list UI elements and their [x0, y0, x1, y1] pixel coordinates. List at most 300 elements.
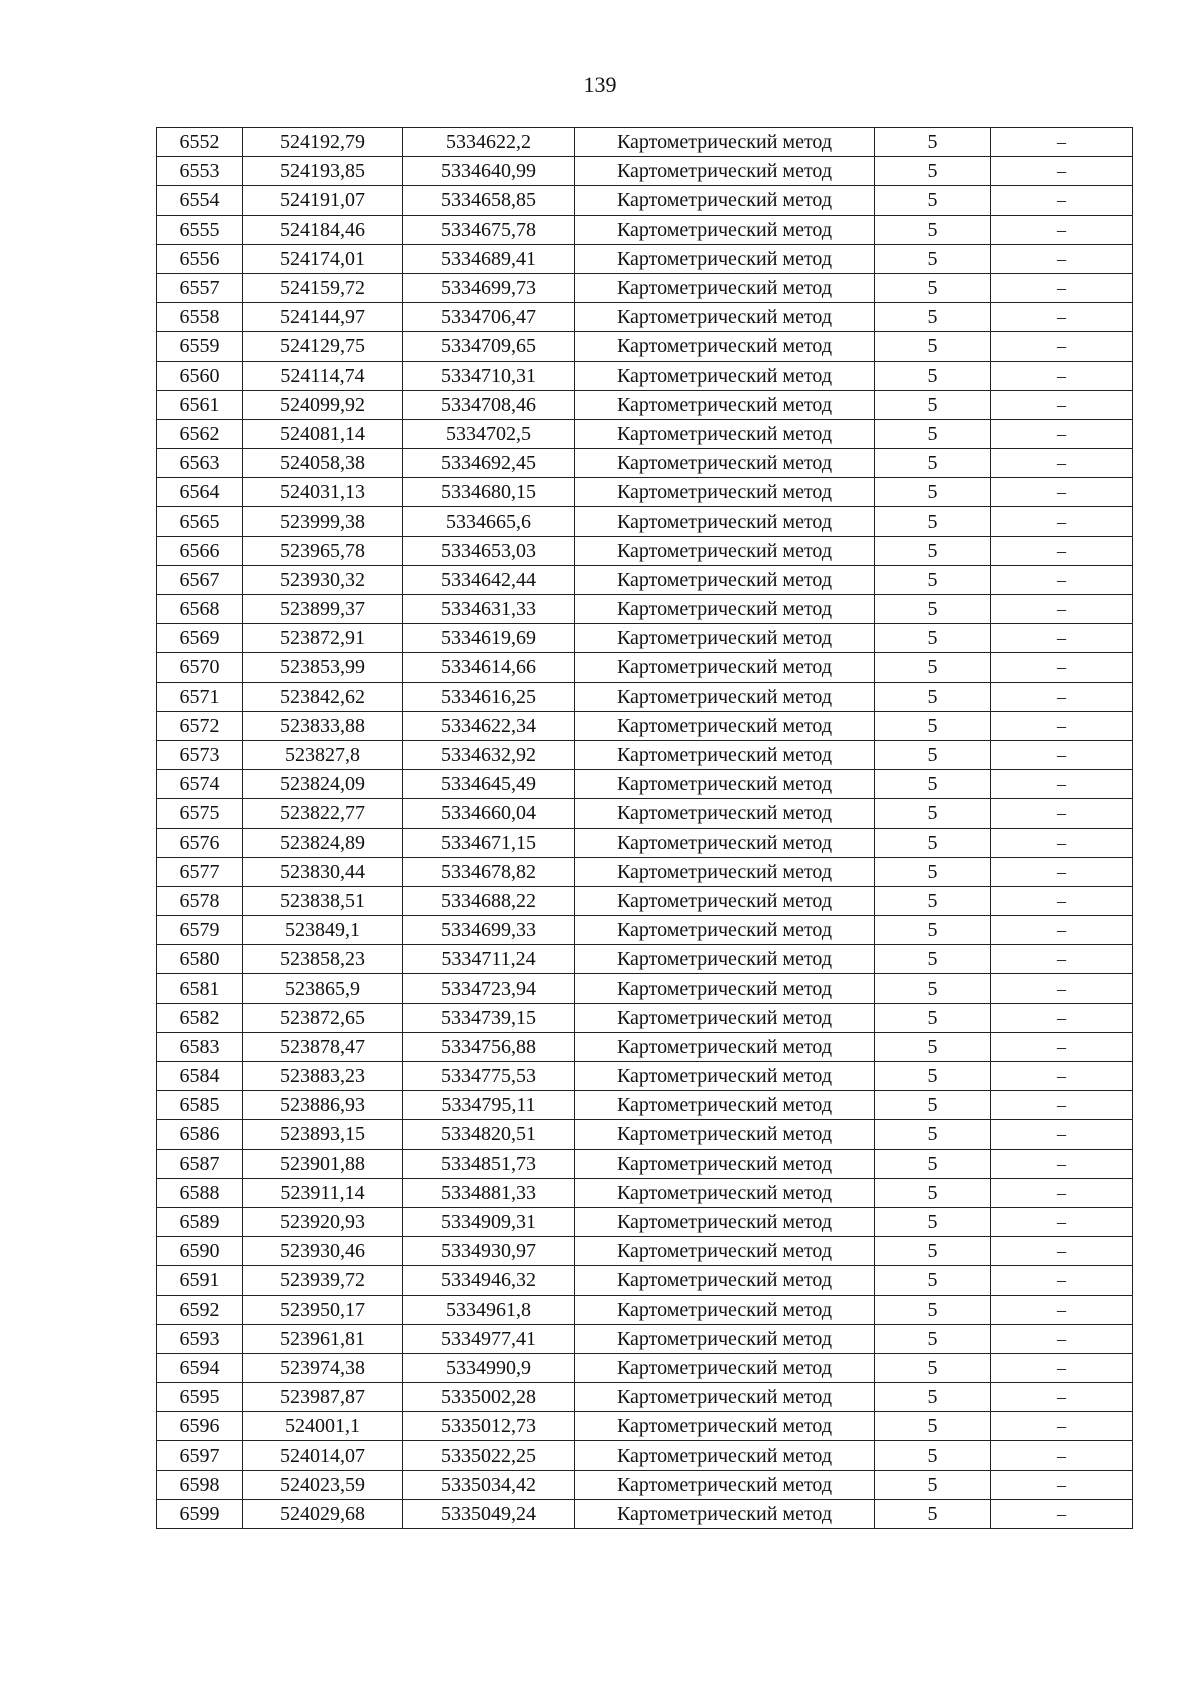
point-number-cell: 6583: [157, 1032, 243, 1061]
description-cell: –: [991, 945, 1133, 974]
table-row: [157, 653, 1133, 682]
point-number-cell: 6589: [157, 1207, 243, 1236]
y-coordinate-cell: 5335049,24: [403, 1499, 575, 1528]
y-coordinate-cell: 5334642,44: [403, 565, 575, 594]
point-number-cell: 6577: [157, 857, 243, 886]
point-number-cell: 6558: [157, 303, 243, 332]
point-number-cell: 6572: [157, 711, 243, 740]
accuracy-cell: 5: [875, 1266, 991, 1295]
x-coordinate-cell: 523883,23: [243, 1062, 403, 1091]
method-cell: Картометрический метод: [575, 303, 875, 332]
point-number-cell: 6566: [157, 536, 243, 565]
accuracy-cell: 5: [875, 1441, 991, 1470]
point-number-cell: 6573: [157, 740, 243, 769]
table-row: [157, 1499, 1133, 1528]
accuracy-cell: 5: [875, 828, 991, 857]
table-row: [157, 1295, 1133, 1324]
accuracy-cell: 5: [875, 390, 991, 419]
description-cell: –: [991, 653, 1133, 682]
table-row: [157, 536, 1133, 565]
y-coordinate-cell: 5334619,69: [403, 624, 575, 653]
accuracy-cell: 5: [875, 273, 991, 302]
x-coordinate-cell: 523838,51: [243, 886, 403, 915]
method-cell: Картометрический метод: [575, 1324, 875, 1353]
description-cell: –: [991, 507, 1133, 536]
y-coordinate-cell: 5334977,41: [403, 1324, 575, 1353]
x-coordinate-cell: 523878,47: [243, 1032, 403, 1061]
method-cell: Картометрический метод: [575, 770, 875, 799]
y-coordinate-cell: 5334622,2: [403, 128, 575, 157]
method-cell: Картометрический метод: [575, 507, 875, 536]
table-row: [157, 303, 1133, 332]
table-row: [157, 361, 1133, 390]
point-number-cell: 6585: [157, 1091, 243, 1120]
x-coordinate-cell: 523886,93: [243, 1091, 403, 1120]
accuracy-cell: 5: [875, 1207, 991, 1236]
x-coordinate-cell: 523824,89: [243, 828, 403, 857]
x-coordinate-cell: 523939,72: [243, 1266, 403, 1295]
table-row: [157, 799, 1133, 828]
table-row: [157, 1207, 1133, 1236]
x-coordinate-cell: 523833,88: [243, 711, 403, 740]
table-row: [157, 682, 1133, 711]
method-cell: Картометрический метод: [575, 332, 875, 361]
accuracy-cell: 5: [875, 565, 991, 594]
point-number-cell: 6596: [157, 1412, 243, 1441]
point-number-cell: 6561: [157, 390, 243, 419]
x-coordinate-cell: 523893,15: [243, 1120, 403, 1149]
method-cell: Картометрический метод: [575, 215, 875, 244]
y-coordinate-cell: 5334689,41: [403, 244, 575, 273]
accuracy-cell: 5: [875, 1470, 991, 1499]
table-row: [157, 1178, 1133, 1207]
table-row: [157, 1149, 1133, 1178]
point-number-cell: 6565: [157, 507, 243, 536]
method-cell: Картометрический метод: [575, 1266, 875, 1295]
method-cell: Картометрический метод: [575, 799, 875, 828]
description-cell: –: [991, 1120, 1133, 1149]
accuracy-cell: 5: [875, 1149, 991, 1178]
description-cell: –: [991, 1324, 1133, 1353]
method-cell: Картометрический метод: [575, 740, 875, 769]
point-number-cell: 6582: [157, 1003, 243, 1032]
accuracy-cell: 5: [875, 1062, 991, 1091]
description-cell: –: [991, 1062, 1133, 1091]
description-cell: –: [991, 1412, 1133, 1441]
x-coordinate-cell: 523822,77: [243, 799, 403, 828]
method-cell: Картометрический метод: [575, 157, 875, 186]
table-row: [157, 478, 1133, 507]
description-cell: –: [991, 186, 1133, 215]
method-cell: Картометрический метод: [575, 1062, 875, 1091]
point-number-cell: 6568: [157, 595, 243, 624]
y-coordinate-cell: 5334709,65: [403, 332, 575, 361]
y-coordinate-cell: 5334680,15: [403, 478, 575, 507]
point-number-cell: 6597: [157, 1441, 243, 1470]
x-coordinate-cell: 523872,91: [243, 624, 403, 653]
x-coordinate-cell: 524099,92: [243, 390, 403, 419]
description-cell: –: [991, 886, 1133, 915]
method-cell: Картометрический метод: [575, 595, 875, 624]
description-cell: –: [991, 974, 1133, 1003]
description-cell: –: [991, 390, 1133, 419]
point-number-cell: 6586: [157, 1120, 243, 1149]
point-number-cell: 6554: [157, 186, 243, 215]
accuracy-cell: 5: [875, 1383, 991, 1412]
method-cell: Картометрический метод: [575, 478, 875, 507]
x-coordinate-cell: 523901,88: [243, 1149, 403, 1178]
accuracy-cell: 5: [875, 682, 991, 711]
description-cell: –: [991, 1032, 1133, 1061]
x-coordinate-cell: 524191,07: [243, 186, 403, 215]
y-coordinate-cell: 5335002,28: [403, 1383, 575, 1412]
accuracy-cell: 5: [875, 1091, 991, 1120]
description-cell: –: [991, 332, 1133, 361]
point-number-cell: 6598: [157, 1470, 243, 1499]
accuracy-cell: 5: [875, 128, 991, 157]
description-cell: –: [991, 244, 1133, 273]
y-coordinate-cell: 5334739,15: [403, 1003, 575, 1032]
x-coordinate-cell: 523824,09: [243, 770, 403, 799]
table-row: [157, 1062, 1133, 1091]
accuracy-cell: 5: [875, 1003, 991, 1032]
y-coordinate-cell: 5334881,33: [403, 1178, 575, 1207]
y-coordinate-cell: 5334909,31: [403, 1207, 575, 1236]
method-cell: Картометрический метод: [575, 1032, 875, 1061]
y-coordinate-cell: 5335022,25: [403, 1441, 575, 1470]
method-cell: Картометрический метод: [575, 974, 875, 1003]
accuracy-cell: 5: [875, 1032, 991, 1061]
description-cell: –: [991, 682, 1133, 711]
x-coordinate-cell: 523849,1: [243, 916, 403, 945]
method-cell: Картометрический метод: [575, 565, 875, 594]
x-coordinate-cell: 523999,38: [243, 507, 403, 536]
accuracy-cell: 5: [875, 157, 991, 186]
y-coordinate-cell: 5334660,04: [403, 799, 575, 828]
accuracy-cell: 5: [875, 1412, 991, 1441]
description-cell: –: [991, 536, 1133, 565]
x-coordinate-cell: 524184,46: [243, 215, 403, 244]
x-coordinate-cell: 524159,72: [243, 273, 403, 302]
x-coordinate-cell: 523930,32: [243, 565, 403, 594]
accuracy-cell: 5: [875, 361, 991, 390]
accuracy-cell: 5: [875, 945, 991, 974]
x-coordinate-cell: 524001,1: [243, 1412, 403, 1441]
description-cell: –: [991, 273, 1133, 302]
table-row: [157, 595, 1133, 624]
description-cell: –: [991, 303, 1133, 332]
point-number-cell: 6560: [157, 361, 243, 390]
point-number-cell: 6590: [157, 1237, 243, 1266]
table-row: [157, 1324, 1133, 1353]
table-row: [157, 449, 1133, 478]
point-number-cell: 6574: [157, 770, 243, 799]
point-number-cell: 6576: [157, 828, 243, 857]
description-cell: –: [991, 1237, 1133, 1266]
y-coordinate-cell: 5334795,11: [403, 1091, 575, 1120]
y-coordinate-cell: 5334616,25: [403, 682, 575, 711]
table-row: [157, 945, 1133, 974]
point-number-cell: 6592: [157, 1295, 243, 1324]
y-coordinate-cell: 5334645,49: [403, 770, 575, 799]
table-row: [157, 770, 1133, 799]
y-coordinate-cell: 5334678,82: [403, 857, 575, 886]
description-cell: –: [991, 624, 1133, 653]
accuracy-cell: 5: [875, 215, 991, 244]
method-cell: Картометрический метод: [575, 419, 875, 448]
method-cell: Картометрический метод: [575, 273, 875, 302]
description-cell: –: [991, 1003, 1133, 1032]
accuracy-cell: 5: [875, 886, 991, 915]
y-coordinate-cell: 5334851,73: [403, 1149, 575, 1178]
table-row: [157, 1120, 1133, 1149]
point-number-cell: 6584: [157, 1062, 243, 1091]
y-coordinate-cell: 5334675,78: [403, 215, 575, 244]
accuracy-cell: 5: [875, 1353, 991, 1382]
method-cell: Картометрический метод: [575, 682, 875, 711]
x-coordinate-cell: 524192,79: [243, 128, 403, 157]
accuracy-cell: 5: [875, 1295, 991, 1324]
table-row: [157, 1266, 1133, 1295]
accuracy-cell: 5: [875, 1324, 991, 1353]
table-row: [157, 157, 1133, 186]
table-row: [157, 711, 1133, 740]
method-cell: Картометрический метод: [575, 945, 875, 974]
y-coordinate-cell: 5334640,99: [403, 157, 575, 186]
point-number-cell: 6578: [157, 886, 243, 915]
method-cell: Картометрический метод: [575, 857, 875, 886]
point-number-cell: 6556: [157, 244, 243, 273]
description-cell: –: [991, 740, 1133, 769]
method-cell: Картометрический метод: [575, 536, 875, 565]
point-number-cell: 6588: [157, 1178, 243, 1207]
method-cell: Картометрический метод: [575, 1149, 875, 1178]
accuracy-cell: 5: [875, 1237, 991, 1266]
method-cell: Картометрический метод: [575, 244, 875, 273]
table-row: [157, 332, 1133, 361]
table-row: [157, 215, 1133, 244]
x-coordinate-cell: 523950,17: [243, 1295, 403, 1324]
accuracy-cell: 5: [875, 186, 991, 215]
x-coordinate-cell: 524014,07: [243, 1441, 403, 1470]
accuracy-cell: 5: [875, 711, 991, 740]
y-coordinate-cell: 5334723,94: [403, 974, 575, 1003]
accuracy-cell: 5: [875, 507, 991, 536]
x-coordinate-cell: 524029,68: [243, 1499, 403, 1528]
description-cell: –: [991, 478, 1133, 507]
y-coordinate-cell: 5334702,5: [403, 419, 575, 448]
point-number-cell: 6569: [157, 624, 243, 653]
description-cell: –: [991, 565, 1133, 594]
point-number-cell: 6594: [157, 1353, 243, 1382]
description-cell: –: [991, 770, 1133, 799]
method-cell: Картометрический метод: [575, 390, 875, 419]
x-coordinate-cell: 523920,93: [243, 1207, 403, 1236]
point-number-cell: 6599: [157, 1499, 243, 1528]
point-number-cell: 6595: [157, 1383, 243, 1412]
description-cell: –: [991, 1091, 1133, 1120]
description-cell: –: [991, 1441, 1133, 1470]
method-cell: Картометрический метод: [575, 1412, 875, 1441]
y-coordinate-cell: 5334699,73: [403, 273, 575, 302]
description-cell: –: [991, 1499, 1133, 1528]
x-coordinate-cell: 523865,9: [243, 974, 403, 1003]
accuracy-cell: 5: [875, 624, 991, 653]
method-cell: Картометрический метод: [575, 1003, 875, 1032]
y-coordinate-cell: 5334631,33: [403, 595, 575, 624]
x-coordinate-cell: 524174,01: [243, 244, 403, 273]
method-cell: Картометрический метод: [575, 1091, 875, 1120]
method-cell: Картометрический метод: [575, 1295, 875, 1324]
x-coordinate-cell: 523911,14: [243, 1178, 403, 1207]
x-coordinate-cell: 523987,87: [243, 1383, 403, 1412]
table-row: [157, 1412, 1133, 1441]
description-cell: –: [991, 1207, 1133, 1236]
x-coordinate-cell: 523853,99: [243, 653, 403, 682]
accuracy-cell: 5: [875, 1499, 991, 1528]
description-cell: –: [991, 1470, 1133, 1499]
y-coordinate-cell: 5334653,03: [403, 536, 575, 565]
table-row: [157, 857, 1133, 886]
x-coordinate-cell: 523842,62: [243, 682, 403, 711]
method-cell: Картометрический метод: [575, 1207, 875, 1236]
accuracy-cell: 5: [875, 740, 991, 769]
description-cell: –: [991, 419, 1133, 448]
point-number-cell: 6581: [157, 974, 243, 1003]
description-cell: –: [991, 1295, 1133, 1324]
y-coordinate-cell: 5334632,92: [403, 740, 575, 769]
method-cell: Картометрический метод: [575, 1441, 875, 1470]
point-number-cell: 6555: [157, 215, 243, 244]
x-coordinate-cell: 524114,74: [243, 361, 403, 390]
method-cell: Картометрический метод: [575, 1237, 875, 1266]
method-cell: Картометрический метод: [575, 886, 875, 915]
point-number-cell: 6579: [157, 916, 243, 945]
y-coordinate-cell: 5334658,85: [403, 186, 575, 215]
x-coordinate-cell: 523965,78: [243, 536, 403, 565]
coordinates-table-body: [157, 128, 1133, 1529]
point-number-cell: 6571: [157, 682, 243, 711]
y-coordinate-cell: 5334614,66: [403, 653, 575, 682]
description-cell: –: [991, 828, 1133, 857]
x-coordinate-cell: 523830,44: [243, 857, 403, 886]
x-coordinate-cell: 523872,65: [243, 1003, 403, 1032]
table-row: [157, 186, 1133, 215]
table-row: [157, 886, 1133, 915]
y-coordinate-cell: 5334820,51: [403, 1120, 575, 1149]
y-coordinate-cell: 5334930,97: [403, 1237, 575, 1266]
accuracy-cell: 5: [875, 449, 991, 478]
accuracy-cell: 5: [875, 1120, 991, 1149]
description-cell: –: [991, 157, 1133, 186]
method-cell: Картометрический метод: [575, 1499, 875, 1528]
method-cell: Картометрический метод: [575, 916, 875, 945]
description-cell: –: [991, 361, 1133, 390]
point-number-cell: 6553: [157, 157, 243, 186]
y-coordinate-cell: 5334710,31: [403, 361, 575, 390]
description-cell: –: [991, 1383, 1133, 1412]
point-number-cell: 6557: [157, 273, 243, 302]
description-cell: –: [991, 449, 1133, 478]
table-row: [157, 828, 1133, 857]
x-coordinate-cell: 523827,8: [243, 740, 403, 769]
x-coordinate-cell: 524031,13: [243, 478, 403, 507]
method-cell: Картометрический метод: [575, 1178, 875, 1207]
description-cell: –: [991, 595, 1133, 624]
method-cell: Картометрический метод: [575, 711, 875, 740]
table-row: [157, 1470, 1133, 1499]
accuracy-cell: 5: [875, 478, 991, 507]
accuracy-cell: 5: [875, 244, 991, 273]
method-cell: Картометрический метод: [575, 186, 875, 215]
method-cell: Картометрический метод: [575, 1120, 875, 1149]
point-number-cell: 6570: [157, 653, 243, 682]
x-coordinate-cell: 524129,75: [243, 332, 403, 361]
point-number-cell: 6563: [157, 449, 243, 478]
method-cell: Картометрический метод: [575, 828, 875, 857]
table-row: [157, 624, 1133, 653]
table-row: [157, 1003, 1133, 1032]
point-number-cell: 6575: [157, 799, 243, 828]
method-cell: Картометрический метод: [575, 1383, 875, 1412]
x-coordinate-cell: 524193,85: [243, 157, 403, 186]
table-row: [157, 974, 1133, 1003]
accuracy-cell: 5: [875, 857, 991, 886]
coordinates-table: [156, 127, 1133, 1529]
description-cell: –: [991, 1149, 1133, 1178]
table-row: [157, 740, 1133, 769]
y-coordinate-cell: 5335034,42: [403, 1470, 575, 1499]
point-number-cell: 6591: [157, 1266, 243, 1295]
y-coordinate-cell: 5334708,46: [403, 390, 575, 419]
accuracy-cell: 5: [875, 595, 991, 624]
description-cell: –: [991, 857, 1133, 886]
table-row: [157, 273, 1133, 302]
x-coordinate-cell: 524081,14: [243, 419, 403, 448]
table-row: [157, 1383, 1133, 1412]
description-cell: –: [991, 1353, 1133, 1382]
x-coordinate-cell: 524023,59: [243, 1470, 403, 1499]
accuracy-cell: 5: [875, 419, 991, 448]
method-cell: Картометрический метод: [575, 624, 875, 653]
description-cell: –: [991, 128, 1133, 157]
accuracy-cell: 5: [875, 653, 991, 682]
y-coordinate-cell: 5334711,24: [403, 945, 575, 974]
method-cell: Картометрический метод: [575, 128, 875, 157]
point-number-cell: 6567: [157, 565, 243, 594]
table-row: [157, 128, 1133, 157]
point-number-cell: 6593: [157, 1324, 243, 1353]
y-coordinate-cell: 5334671,15: [403, 828, 575, 857]
accuracy-cell: 5: [875, 303, 991, 332]
x-coordinate-cell: 523961,81: [243, 1324, 403, 1353]
table-row: [157, 1237, 1133, 1266]
description-cell: –: [991, 1266, 1133, 1295]
y-coordinate-cell: 5334946,32: [403, 1266, 575, 1295]
accuracy-cell: 5: [875, 916, 991, 945]
x-coordinate-cell: 523930,46: [243, 1237, 403, 1266]
y-coordinate-cell: 5334961,8: [403, 1295, 575, 1324]
accuracy-cell: 5: [875, 770, 991, 799]
description-cell: –: [991, 916, 1133, 945]
table-row: [157, 419, 1133, 448]
x-coordinate-cell: 523899,37: [243, 595, 403, 624]
table-row: [157, 1441, 1133, 1470]
y-coordinate-cell: 5334688,22: [403, 886, 575, 915]
y-coordinate-cell: 5334756,88: [403, 1032, 575, 1061]
method-cell: Картометрический метод: [575, 1353, 875, 1382]
table-row: [157, 390, 1133, 419]
